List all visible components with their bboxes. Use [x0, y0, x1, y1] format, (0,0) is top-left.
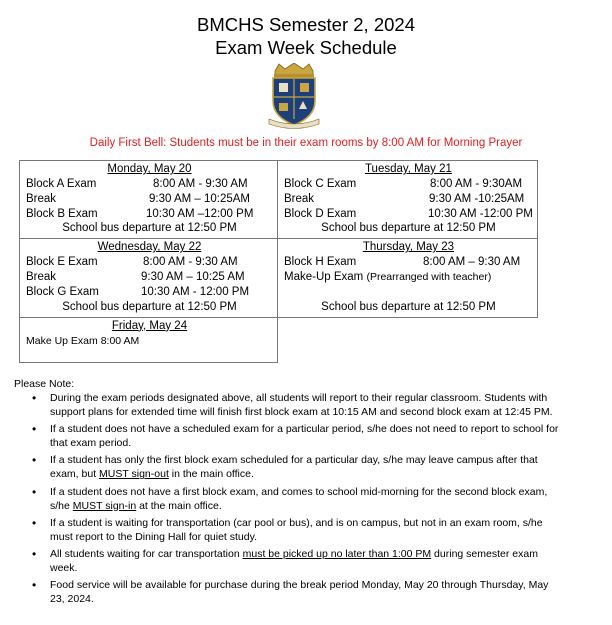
note-item	[50, 547, 559, 575]
wednesday-cell	[20, 239, 278, 317]
day-heading: Monday, May 20	[107, 163, 192, 175]
friday-cell	[20, 317, 278, 362]
school-crest-icon	[265, 63, 323, 129]
tuesday-cell	[278, 161, 538, 239]
exam-time: 8:00 AM - 9:30AM	[430, 178, 523, 190]
day-heading: Friday, May 24	[111, 319, 188, 332]
note-item: • If a student is waiting for transportation (car pool or bus), and is on campus, but not in an exam room, s/he must report to the Dining Hall for quiet study.	[50, 516, 559, 544]
exam-time: 9:30 AM – 10:25 AM	[141, 271, 245, 284]
exam-time: 8:00 AM – 9:30 AM	[423, 256, 521, 269]
note-item: • If a student does not have a scheduled exam for a particular period, s/he does not need to report to school for that exam period.	[50, 422, 559, 450]
exam-label: Block H Exam	[284, 256, 357, 269]
exam-label: Block E Exam	[26, 256, 98, 269]
exam-time: 8:00 AM - 9:30 AM	[153, 178, 248, 190]
day-heading: Tuesday, May 21	[364, 163, 452, 175]
note-item	[50, 453, 559, 481]
day-heading: Thursday, May 23	[362, 241, 455, 254]
exam-time: 10:30 AM - 12:00 PM	[141, 285, 250, 298]
makeup-label: Make-Up Exam	[284, 271, 364, 284]
note-text: during semester exam week.	[50, 547, 538, 574]
exam-time: 8:00 AM - 9:30 AM	[143, 256, 238, 269]
notes-list	[14, 391, 559, 606]
note-item: • During the exam periods designated above, all students will report to their regular classroom. Students with support plans for extended time will finish first block exam at 10:15 AM and second block exam at 12:45 PM.	[50, 391, 559, 419]
exam-label: Block A Exam	[26, 178, 97, 190]
note-emphasis: MUST sign-out	[99, 468, 169, 481]
page-subtitle: Exam Week Schedule	[215, 37, 397, 58]
notes-section	[14, 377, 559, 609]
bus-departure: School bus departure at 12:50 PM	[62, 222, 237, 235]
thursday-cell	[278, 239, 538, 317]
day-heading: Wednesday, May 22	[97, 241, 202, 254]
monday-cell	[20, 161, 278, 239]
bus-departure: School bus departure at 12:50 PM	[62, 300, 237, 313]
bus-departure: School bus departure at 12:50 PM	[321, 300, 496, 313]
exam-time: 10:30 AM -12:00 PM	[428, 207, 533, 220]
exam-time: 9:30 AM -10:25AM	[429, 192, 525, 205]
makeup-note: (Prearranged with teacher)	[366, 271, 492, 284]
note-item: • Food service will be available for purchase during the break period Monday, May 20 through Thursday, May 23, 2024.	[50, 578, 559, 606]
exam-label: Break	[26, 271, 57, 284]
exam-label: Block B Exam	[26, 207, 98, 220]
note-emphasis: must be picked up no later than 1:00 PM	[242, 547, 432, 560]
note-text: in the main office.	[168, 468, 254, 481]
bus-departure: School bus departure at 12:50 PM	[321, 222, 496, 235]
note-text: at the main office.	[136, 499, 222, 512]
page-title: BMCHS Semester 2, 2024	[197, 14, 415, 35]
notes-title: Please Note:	[14, 378, 75, 390]
exam-label: Block G Exam	[26, 285, 99, 298]
note-emphasis: MUST sign-in	[72, 499, 137, 512]
exam-time: 9:30 AM – 10:25AM	[149, 192, 251, 205]
exam-label: Break	[284, 192, 315, 205]
note-item	[50, 485, 559, 513]
exam-schedule-table	[19, 160, 538, 363]
exam-label: Block C Exam	[284, 178, 357, 190]
note-text: If a student does not have a first block exam, and comes to school mid-morning for the second block exam, s/he	[50, 485, 548, 512]
exam-label: Break	[26, 192, 57, 205]
empty-cell	[278, 317, 538, 362]
exam-time: 10:30 AM –12:00 PM	[146, 207, 254, 220]
friday-makeup: Make Up Exam 8:00 AM	[26, 334, 140, 347]
note-text: All students waiting for car transportation	[50, 547, 243, 560]
note-text: If a student has only the first block exam scheduled for a particular day, s/he may leave campus after that exam, but	[50, 454, 538, 481]
exam-label: Block D Exam	[284, 207, 357, 220]
first-bell-notice: Daily First Bell: Students must be in their exam rooms by 8:00 AM for Morning Prayer	[89, 137, 523, 149]
